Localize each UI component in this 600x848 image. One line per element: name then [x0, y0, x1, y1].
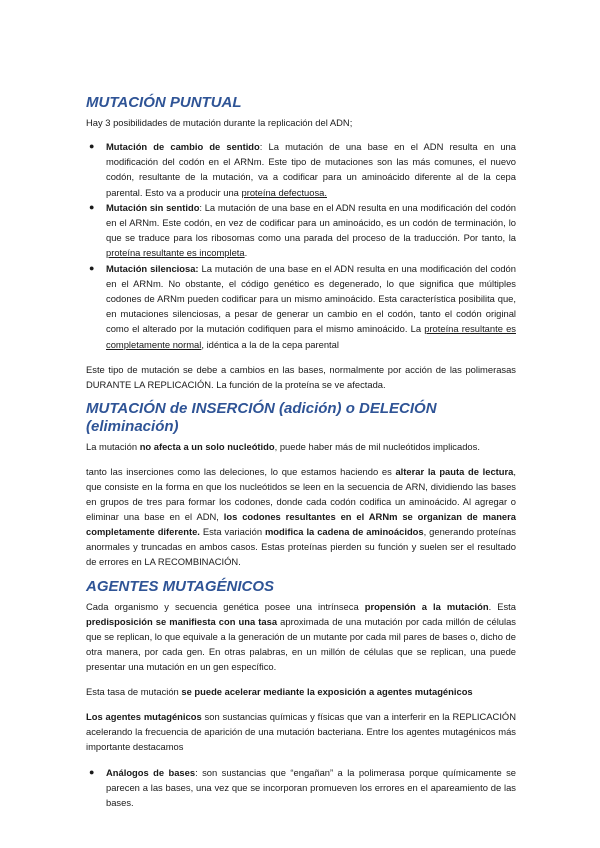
text-run: son sustancias químicas y físicas que van a interferir en la REPLICACIÓN acelerando la frecuencia de aparición de una mutación bacteriana. Entre los agentes mutagénicos más importante destacamos — [86, 710, 516, 752]
agentes-list — [86, 765, 516, 811]
text-bold: no afecta a un solo nucleótido — [139, 440, 275, 452]
text-run: La mutación — [86, 440, 140, 452]
agentes-paragraph-1 — [86, 599, 516, 674]
item-tail: , idéntica a la de la cepa parental — [201, 338, 339, 350]
text-bold: los codones resultantes en el ARNm se organizan de manera completamente diferente. — [86, 510, 517, 537]
text-bold: predisposición se manifiesta con una tasa — [86, 615, 278, 627]
text-bold: modifica la cadena de aminoácidos — [264, 525, 424, 537]
text-run: Esta tasa de mutación — [86, 685, 182, 697]
text-run: aproximada de una mutación por cada millón de células que se replican, lo que equivale a la generación de un mutante por cada mil pares de bases o, dicho de otra manera, por cada gen. En otras palabras, en un millón de células que se replican, una puede presentar una mutación en un gen específico. — [86, 615, 516, 672]
bullet-icon: ● — [89, 201, 95, 212]
text-run: , puede haber más de mil nucleótidos implicados. — [274, 440, 480, 452]
bullet-icon: ● — [89, 262, 95, 273]
heading-mutacion-puntual: MUTACIÓN PUNTUAL — [86, 94, 242, 111]
text-run: , generando proteínas anormales y truncadas en ambos casos. Estas proteínas pierden su función y suelen ser el resultado de errores en LA RECOMBINACIÓN. — [86, 525, 516, 567]
list-item — [86, 765, 516, 811]
list-item — [86, 139, 516, 200]
bullet-icon: ● — [89, 141, 95, 151]
insercion-paragraph-1 — [86, 439, 516, 454]
heading-agentes-mutagenicos: AGENTES MUTAGÉNICOS — [86, 577, 275, 595]
agentes-paragraph-3 — [86, 709, 516, 754]
document-content — [86, 94, 516, 810]
insercion-paragraph-2 — [86, 464, 516, 569]
heading-insercion-delecion: MUTACIÓN de INSERCIÓN (adición) o DELECIÓN (eliminación) — [86, 399, 437, 435]
item-underline: proteína resultante es completamente normal — [106, 323, 516, 350]
item-term: Mutación de cambio de sentido — [106, 141, 260, 152]
text-run: tanto las inserciones como las deleciones, lo que estamos haciendo es — [86, 465, 396, 477]
puntual-closing-paragraph: Este tipo de mutación se debe a cambios en las bases, normalmente por acción de las polimerasas DURANTE LA REPLICACIÓN. La función de la proteína se ve afectada. — [86, 363, 516, 390]
list-item — [86, 200, 516, 261]
text-run: , que consiste en la forma en que los nucleótidos se leen en la secuencia de ARN, dividiendo las bases en grupos de tres para formar los codones, donde cada codón codifica un aminoácido. Al agregar o eliminar una base en el ADN, — [86, 465, 516, 522]
intro-paragraph: Hay 3 posibilidades de mutación durante la replicación del ADN; — [86, 117, 353, 128]
text-bold: propensión a la mutación — [364, 600, 489, 612]
text-bold: Los agentes mutagénicos — [86, 710, 202, 722]
text-run: . Esta — [488, 600, 517, 612]
puntual-list — [86, 139, 516, 352]
item-underline: proteína resultante es incompleta — [106, 247, 245, 259]
item-term: Análogos de bases — [106, 766, 196, 778]
item-tail: . — [244, 247, 248, 259]
item-text: La mutación de una base en el ADN resulta en una modificación del codón en el ARNm. No obstante, el código genético es degenerado, lo que significa que múltiples codones de ARNm pueden codificar para un mismo aminoácido. Esta característica posibilita que, en mutaciones silenciosas, a pesar de generar un cambio en el codón, tanto el codón original como el alterado por la mutación codifiquen para el mismo aminoácido. La — [106, 262, 516, 335]
item-text: : La mutación de una base en el ADN resulta en una modificación del codón en el ARNm. Este tipo de mutaciones son las más comunes, el nuevo codón, resultante de la mutación, va a codificar para un aminoácido diferente al de la cepa parental. Esto va a producir una — [106, 141, 516, 198]
item-term: Mutación silenciosa: — [106, 262, 199, 274]
text-bold: alterar la pauta de lectura — [395, 465, 514, 477]
item-underline: proteína defectuosa. — [241, 186, 327, 198]
bullet-icon: ● — [89, 766, 95, 777]
item-term: Mutación sin sentido — [106, 201, 200, 213]
text-run: Esta variación — [199, 525, 265, 537]
text-bold: se puede acelerar mediante la exposición a agentes mutagénicos — [181, 685, 473, 697]
item-text: : son sustancias que “engañan” a la polimerasa porque químicamente se parecen a las bases, una vez que se incorporan promueven los errores en el apareamiento de las bases. — [106, 766, 516, 809]
agentes-paragraph-2 — [86, 684, 516, 699]
item-text: : La mutación de una base en el ADN resulta en una modificación del codón en el ARNm. Este codón, en vez de codificar para un aminoácido, es un codón de terminación, lo que se traduce para los ribosomas como una parada del proceso de la traducción. Por tanto, la — [106, 201, 517, 244]
text-run: Cada organismo y secuencia genética posee una intrínseca — [86, 600, 365, 612]
list-item — [86, 261, 516, 352]
